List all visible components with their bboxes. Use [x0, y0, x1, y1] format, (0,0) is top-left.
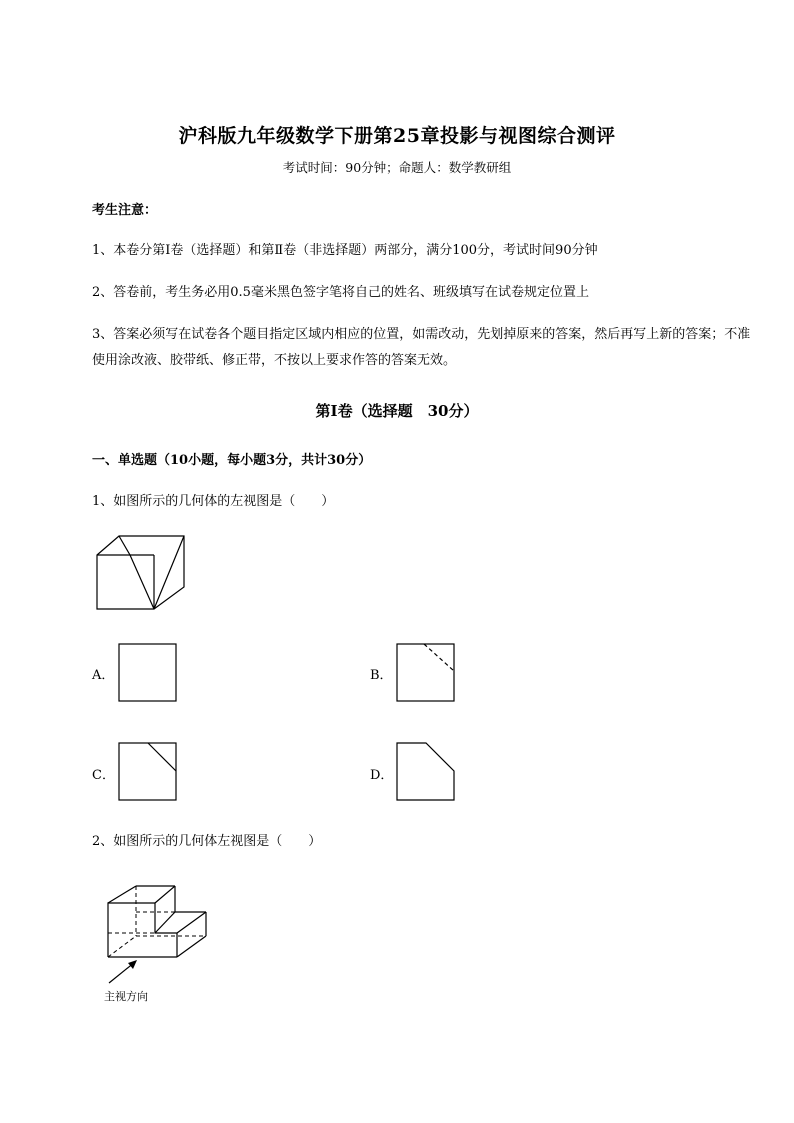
option-b-figure [396, 643, 456, 703]
option-c-label: C． [92, 768, 115, 783]
part-heading: 一、单选题（10小题，每小题3分，共计30分） [92, 453, 372, 468]
question-1-solid-figure [94, 533, 190, 613]
option-a-figure [118, 643, 178, 703]
question-1-text: 1、如图所示的几何体的左视图是（ ） [92, 494, 335, 509]
option-b-label: B． [370, 668, 393, 683]
option-a-label: A． [92, 668, 115, 683]
notice-item-1: 1、本卷分第I卷（选择题）和第Ⅱ卷（非选择题）两部分，满分100分，考试时间90分钟 [92, 243, 598, 258]
notice-item-2: 2、答卷前，考生务必用0.5毫米黑色签字笔将自己的姓名、班级填写在试卷规定位置上 [92, 285, 589, 300]
option-d-label: D． [370, 768, 394, 783]
option-c-figure [118, 742, 178, 802]
view-direction-caption: 主视方向 [104, 990, 148, 1003]
option-d-figure [396, 742, 456, 802]
question-2-text: 2、如图所示的几何体左视图是（ ） [92, 834, 322, 849]
notice-heading: 考生注意： [92, 203, 158, 218]
view-direction-arrow-icon [105, 958, 141, 986]
exam-info: 考试时间：90分钟；命题人：数学教研组 [282, 160, 512, 175]
page-title: 沪科版九年级数学下册第25章投影与视图综合测评 [178, 125, 616, 147]
section-title: 第I卷（选择题 30分） [315, 402, 479, 420]
notice-item-3: 3、答案必须写在试卷各个题目指定区域内相应的位置，如需改动，先划掉原来的答案，然后再写上新的答案；不准使用涂改液、胶带纸、修正带，不按以上要求作答的答案无效。 [92, 327, 751, 368]
